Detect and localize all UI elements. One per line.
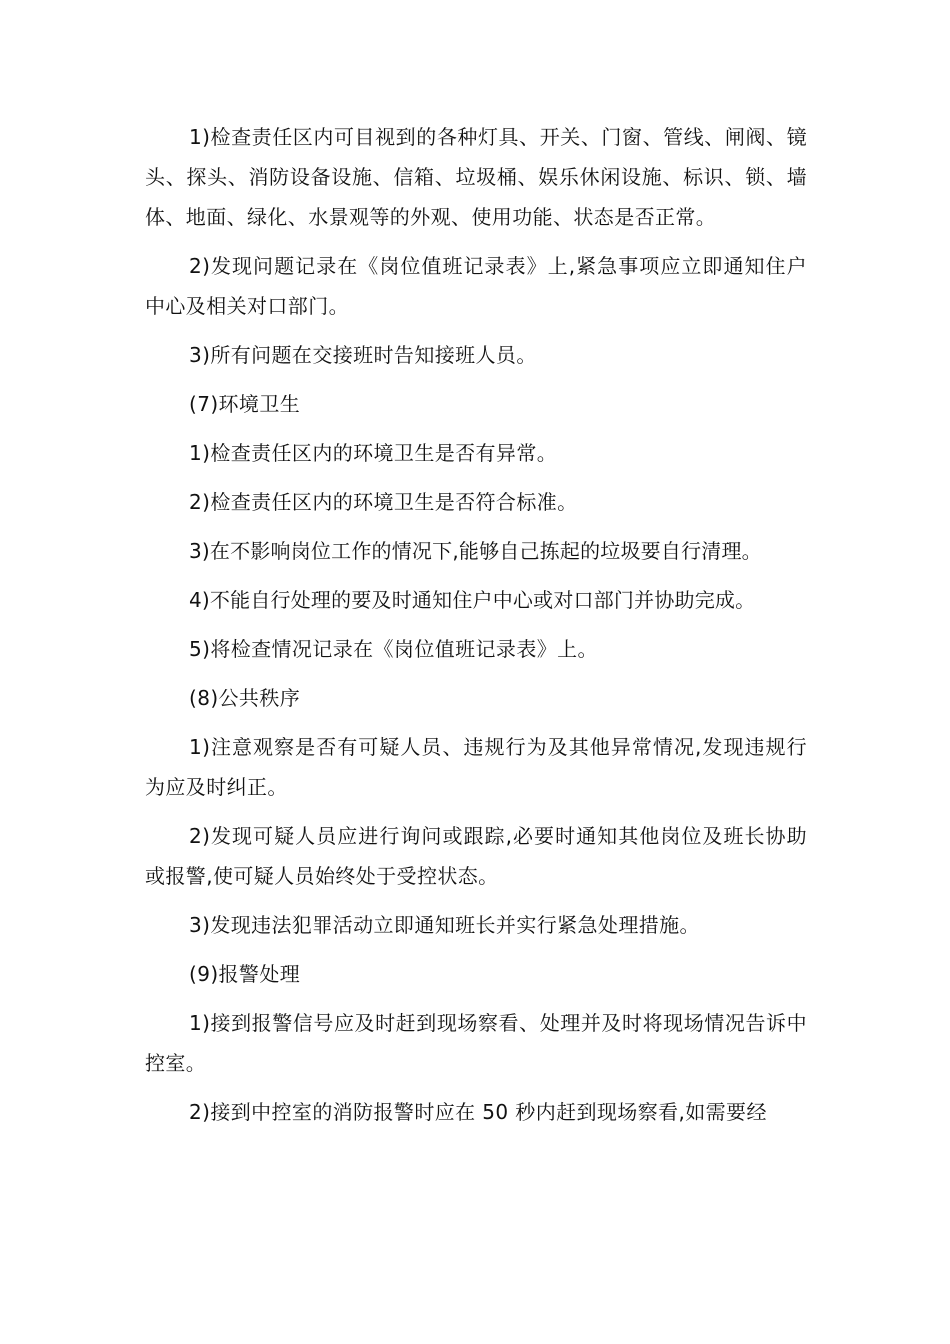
section-heading-alarm: (9)报警处理	[189, 962, 301, 986]
paragraph-env-notify: 4)不能自行处理的要及时通知住户中心或对口部门并协助完成。	[189, 588, 756, 612]
paragraph-env-abnormal: 1)检查责任区内的环境卫生是否有异常。	[189, 441, 558, 465]
section-heading-environment: (7)环境卫生	[189, 392, 301, 416]
paragraph-order-observe: 1)注意观察是否有可疑人员、违规行为及其他异常情况,发现违规行为应及时纠正。	[145, 735, 807, 799]
paragraph-env-record: 5)将检查情况记录在《岗位值班记录表》上。	[189, 637, 598, 661]
document-body	[145, 117, 807, 1141]
paragraph-handover: 3)所有问题在交接班时告知接班人员。	[189, 343, 537, 367]
paragraph-inspect-facilities: 1)检查责任区内可目视到的各种灯具、开关、门窗、管线、闸阀、镜头、探头、消防设备设施、信箱、垃圾桶、娱乐休闲设施、标识、锁、墙体、地面、绿化、水景观等的外观、使用功能、状态是否正常。	[145, 125, 807, 229]
paragraph-env-standard: 2)检查责任区内的环境卫生是否符合标准。	[189, 490, 578, 514]
paragraph-order-crime: 3)发现违法犯罪活动立即通知班长并实行紧急处理措施。	[189, 913, 700, 937]
paragraph-alarm-fire: 2)接到中控室的消防报警时应在 50 秒内赶到现场察看,如需要经	[189, 1100, 767, 1124]
paragraph-env-cleanup: 3)在不影响岗位工作的情况下,能够自己拣起的垃圾要自行清理。	[189, 539, 762, 563]
paragraph-record-problems: 2)发现问题记录在《岗位值班记录表》上,紧急事项应立即通知住户中心及相关对口部门。	[145, 254, 807, 318]
paragraph-order-suspicious: 2)发现可疑人员应进行询问或跟踪,必要时通知其他岗位及班长协助或报警,使可疑人员始终处于受控状态。	[145, 824, 807, 888]
paragraph-alarm-signal: 1)接到报警信号应及时赶到现场察看、处理并及时将现场情况告诉中控室。	[145, 1011, 807, 1075]
section-heading-public-order: (8)公共秩序	[189, 686, 301, 710]
